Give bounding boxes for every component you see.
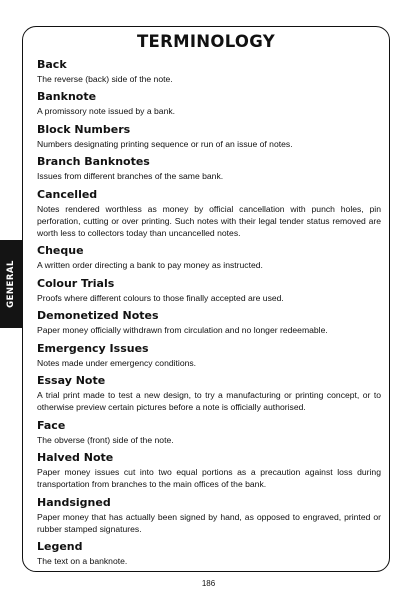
glossary-definition: A trial print made to test a new design, to try a manufacturing or printing concept, or to otherwise preview certain pictures before a note is officially authorised. [37, 389, 381, 413]
page-title: TERMINOLOGY [136, 32, 275, 51]
glossary-entry [37, 342, 381, 369]
glossary-definition: A promissory note issued by a bank. [37, 106, 176, 117]
glossary-definition: Notes made under emergency conditions. [37, 357, 197, 368]
glossary-definition: The reverse (back) side of the note. [37, 74, 173, 84]
glossary-definition: A written order directing a bank to pay money as instructed. [37, 260, 263, 271]
glossary-entry [37, 277, 381, 304]
glossary-term: Halved Note [37, 450, 114, 464]
glossary-term: Legend [37, 540, 83, 554]
glossary-term: Face [37, 418, 66, 432]
glossary-term: Handsigned [37, 495, 111, 509]
glossary-entry [37, 90, 381, 117]
glossary-term: Cancelled [37, 187, 98, 201]
glossary-term: Demonetized Notes [37, 309, 159, 323]
glossary-term: Cheque [37, 244, 84, 258]
glossary-entry [37, 188, 381, 240]
glossary-definition: Notes rendered worthless as money by official cancellation with punch holes, pin perforation, cutting or over printing. Such notes with their legal tender status removed are worth less to collectors today than uncancelled notes. [37, 203, 381, 238]
section-tab-label-wrap [0, 240, 22, 328]
glossary-term: Block Numbers [37, 122, 131, 136]
glossary-definition: Proofs where different colours to those finally accepted are used. [37, 292, 284, 303]
glossary-term: Essay Note [37, 373, 106, 387]
glossary-entry [37, 540, 381, 567]
glossary-entry [37, 155, 381, 182]
glossary-term: Branch Banknotes [37, 155, 150, 169]
glossary-entry [37, 58, 381, 85]
glossary-entry [37, 374, 381, 413]
glossary-entry [37, 496, 381, 535]
glossary-definition: Paper money that has actually been signed by hand, as opposed to engraved, printed or rubber stamped signatures. [37, 511, 381, 534]
glossary-definition: Paper money officially withdrawn from circulation and no longer redeemable. [37, 325, 328, 336]
glossary-entry [37, 123, 381, 150]
glossary-definition: Issues from different branches of the same bank. [37, 171, 224, 182]
glossary-definition: Paper money issues cut into two equal portions as a precaution against loss during transportation from branches to the main offices of the bank. [37, 466, 381, 490]
glossary-term: Back [37, 58, 67, 71]
glossary-list [37, 58, 381, 572]
glossary-entry [37, 309, 381, 336]
glossary-term: Banknote [37, 90, 97, 104]
glossary-entry [37, 419, 381, 446]
glossary-term: Colour Trials [37, 276, 115, 290]
glossary-entry [37, 244, 381, 271]
page-number: 186 [201, 579, 216, 588]
glossary-entry [37, 451, 381, 490]
glossary-definition: The obverse (front) side of the note. [37, 434, 174, 445]
glossary-definition: Numbers designating printing sequence or run of an issue of notes. [37, 138, 293, 149]
glossary-definition: The text on a banknote. [37, 556, 128, 567]
glossary-term: Emergency Issues [37, 341, 149, 355]
section-tab-label: GENERAL [6, 260, 16, 308]
